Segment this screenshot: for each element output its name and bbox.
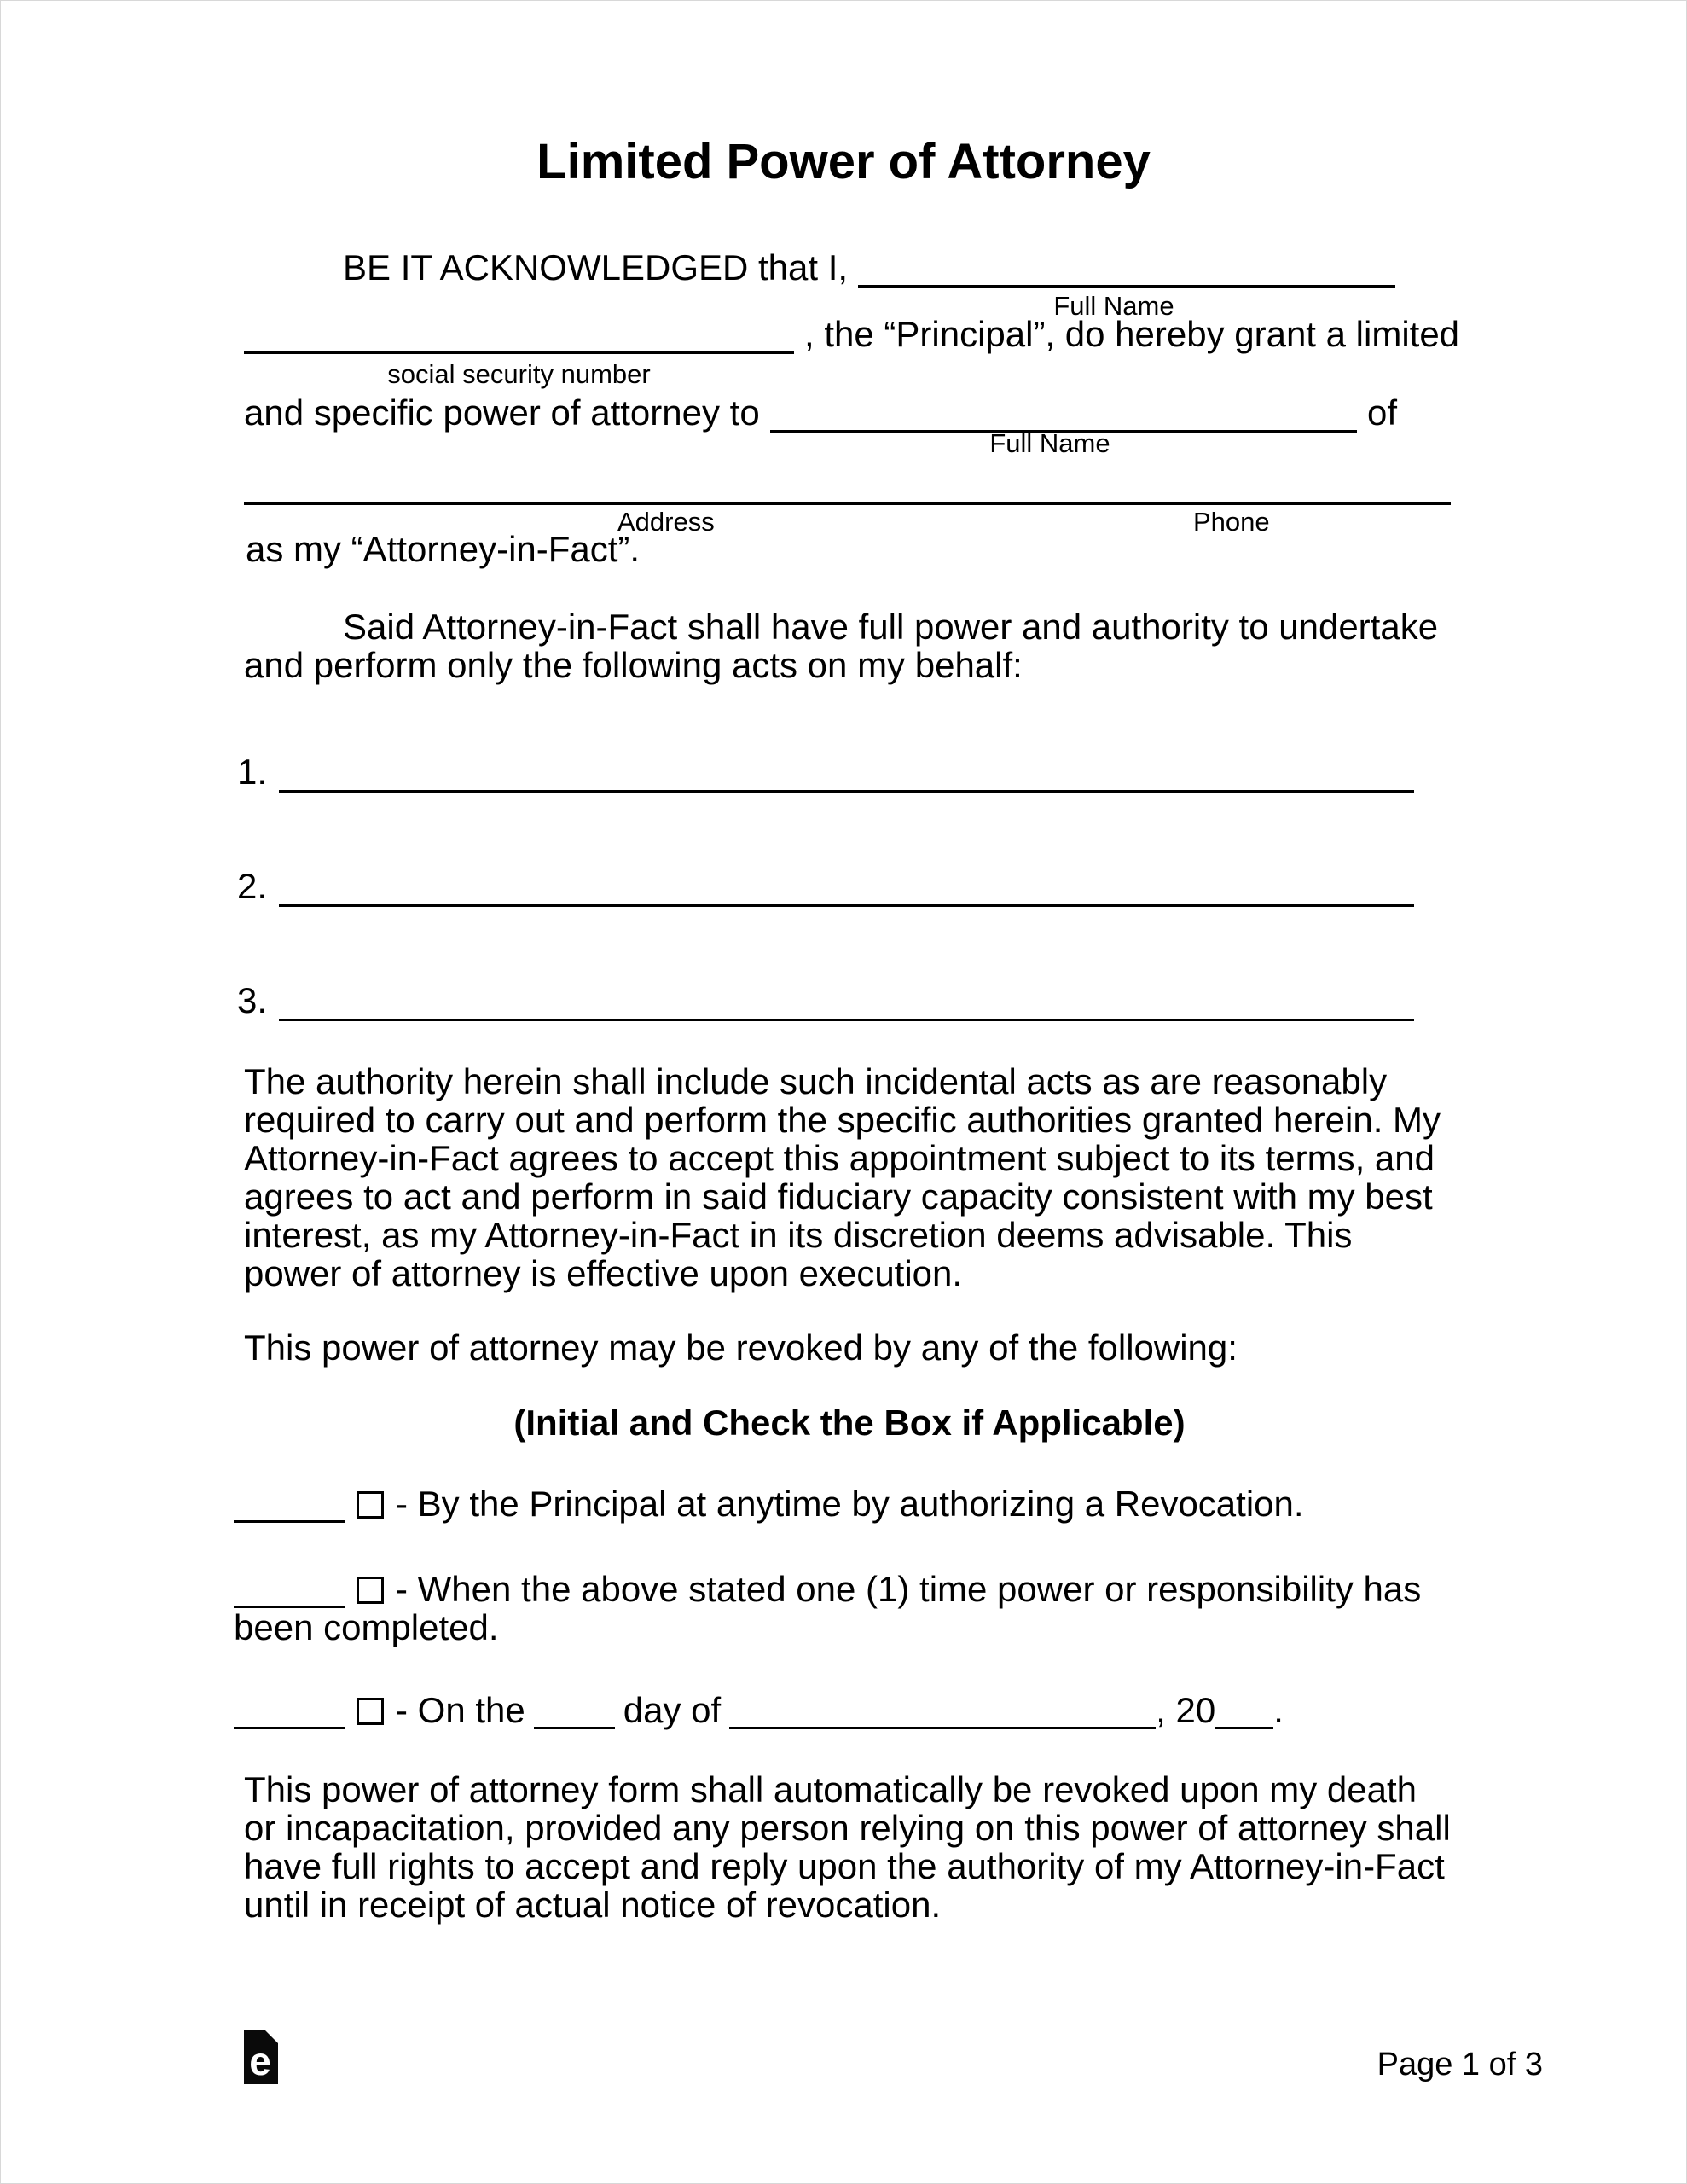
initials-blank-3[interactable] — [234, 1701, 345, 1729]
attorney-in-fact-text: as my “Attorney-in-Fact”. — [246, 529, 641, 569]
attorney-fullname-label: Full Name — [989, 428, 1110, 458]
option-1-text: - By the Principal at anytime by authorizing a Revocation. — [396, 1484, 1304, 1524]
revocation-option-3 — [234, 1691, 1445, 1729]
acknowledged-text: BE IT ACKNOWLEDGED that I, — [343, 247, 849, 288]
revocation-option-2 — [234, 1570, 1445, 1647]
attorney-grant-row — [244, 393, 1397, 433]
act-row-2 — [237, 867, 1414, 907]
principal-fullname-label: Full Name — [1053, 291, 1174, 321]
act-blank-3[interactable] — [279, 981, 1414, 1021]
authority-paragraph: The authority herein shall include such incidental acts as are reasonably required to carry out and perform the specific authorities granted herein. My Attorney-in-Fact agrees to accept this appointment subject to its terms, and agrees to act and perform in said fiduciary capacity consistent with my best interest, as my Attorney-in-Fact in its discretion deems advisable. This power of attorney is effective upon execution. — [244, 1061, 1441, 1293]
phone-label: Phone — [1193, 507, 1270, 537]
page-number: Page 1 of 3 — [1377, 2047, 1543, 2082]
initials-blank-2[interactable] — [234, 1580, 345, 1608]
initials-blank-1[interactable] — [234, 1495, 345, 1523]
option-3-text-d: . — [1273, 1690, 1284, 1730]
address-label: Address — [617, 507, 715, 537]
act-blank-1[interactable] — [279, 752, 1414, 793]
option-3-text-b: day of — [623, 1690, 722, 1730]
day-blank[interactable] — [534, 1701, 615, 1729]
address-phone-blank[interactable] — [244, 502, 1451, 505]
act-number-3: 3. — [237, 980, 268, 1020]
ssn-blank[interactable] — [244, 315, 794, 354]
year-blank[interactable] — [1215, 1701, 1273, 1729]
revocation-option-1 — [234, 1484, 1445, 1523]
principal-fullname-blank[interactable] — [858, 248, 1395, 288]
act-number-1: 1. — [237, 752, 268, 792]
act-blank-2[interactable] — [279, 867, 1414, 907]
page-title: Limited Power of Attorney — [536, 134, 1151, 189]
revocation-heading: (Initial and Check the Box if Applicable) — [513, 1403, 1186, 1443]
act-number-2: 2. — [237, 866, 268, 906]
logo-letter: e — [249, 2039, 271, 2083]
grant-text: and specific power of attorney to — [244, 392, 760, 433]
option-3-text-c: , 20 — [1156, 1690, 1216, 1730]
revocation-intro: This power of attorney may be revoked by any of the following: — [244, 1327, 1238, 1368]
option-2-text: - When the above stated one (1) time power or responsibility has been completed. — [234, 1569, 1422, 1647]
checkbox-icon-3[interactable] — [357, 1698, 384, 1725]
act-row-1 — [237, 752, 1414, 793]
ssn-label: social security number — [387, 359, 651, 389]
eforms-logo — [244, 2030, 278, 2084]
checkbox-icon-1[interactable] — [357, 1491, 384, 1519]
month-blank[interactable] — [729, 1701, 1156, 1729]
checkbox-icon-2[interactable] — [357, 1577, 384, 1604]
acts-intro-paragraph: Said Attorney-in-Fact shall have full power and authority to undertake and perform only the following acts on my behalf: — [244, 607, 1439, 685]
grant-suffix: of — [1366, 392, 1397, 433]
act-row-3 — [237, 981, 1414, 1021]
option-3-text-a: - On the — [396, 1690, 525, 1730]
death-clause-paragraph: This power of attorney form shall automatically be revoked upon my death or incapacitation, provided any person relying on this power of attorney shall have full rights to accept and reply upon the authority of my Attorney-in-Fact until in receipt of actual notice of revocation. — [244, 1769, 1451, 1925]
principal-row — [244, 315, 1459, 354]
principal-text: , the “Principal”, do hereby grant a limited — [804, 314, 1460, 354]
acknowledged-row — [343, 248, 1395, 288]
attorney-fullname-blank[interactable] — [770, 393, 1357, 433]
